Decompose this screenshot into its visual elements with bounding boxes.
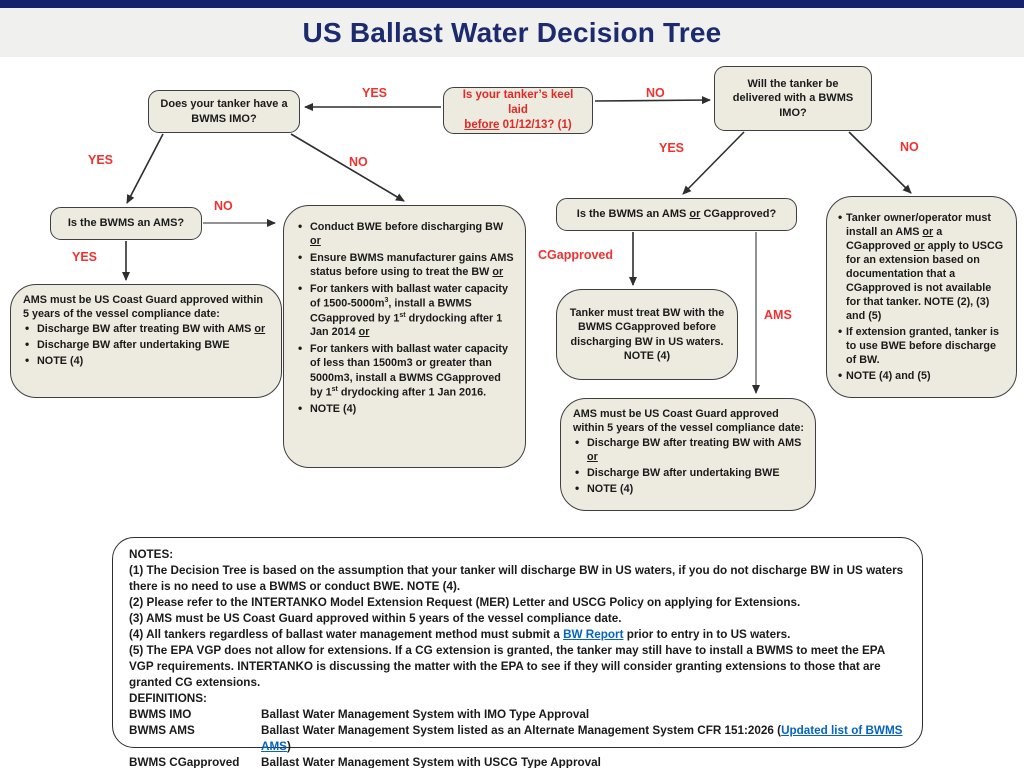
edge-label-qright-yes: YES	[659, 141, 685, 155]
node-result-treat-bw-cgapproved	[556, 289, 738, 380]
node-text: Tanker must treat BW with the BWMS CGapproved before discharging BW in US waters. NOTE (4)	[569, 307, 725, 362]
note-item-3: (3) AMS must be US Coast Guard approved within 5 years of the vessel compliance date.	[129, 612, 622, 626]
edge-label-keel-no: NO	[646, 86, 665, 100]
node-question-has-bwms-imo	[148, 90, 300, 133]
bullet-item: • If extension granted, tanker is to use BWE before discharge of BW.	[836, 325, 1008, 367]
notes-heading: NOTES:	[129, 548, 174, 561]
edge-label-ams-no: NO	[214, 199, 233, 213]
bullet-item: • NOTE (4)	[23, 354, 271, 368]
definition-desc: Ballast Water Management System with IMO Type Approval	[261, 708, 590, 722]
definition-term: BWMS IMO	[129, 708, 192, 722]
definition-desc: Ballast Water Management System with USCG Type Approval	[261, 756, 601, 768]
edge-label-ams-branch: AMS	[764, 308, 792, 322]
connector-keel-no	[595, 100, 710, 101]
connector-qright-yes	[683, 132, 744, 194]
definition-row-bwms-cgapproved	[129, 755, 906, 768]
edge-label-cgapproved: CGapproved	[538, 248, 614, 262]
edge-label-keel-yes: YES	[362, 86, 388, 100]
bullet-item: • NOTE (4)	[573, 482, 805, 496]
bullet-item: • Discharge BW after undertaking BWE	[23, 338, 271, 352]
hyperlink[interactable]: Updated list of BWMS AMS	[261, 724, 903, 754]
node-result-no-bwms-options	[283, 205, 526, 468]
node-text: Does your tanker have a BWMS IMO?	[160, 98, 288, 125]
notes-box	[112, 537, 923, 768]
note-item-1: (1) The Decision Tree is based on the assumption that your tanker will discharge BW in US waters, if you do not discharge BW in US waters there is no need to use a BWMS or conduct BWE. NOTE (4).	[129, 564, 904, 594]
bullet-item: • NOTE (4) and (5)	[836, 369, 1008, 383]
node-question-ams-or-cgapproved	[556, 198, 797, 231]
connector-qleft-yes	[127, 134, 163, 203]
definition-term: BWMS AMS	[129, 724, 195, 738]
definitions-heading: DEFINITIONS:	[129, 692, 207, 706]
node-text: Is the BWMS an AMS?	[67, 217, 185, 230]
bullet-item: • Conduct BWE before discharging BW or	[296, 220, 515, 248]
connector-qleft-no	[291, 134, 404, 201]
node-text: Will the tanker be delivered with a BWMS IMO?	[732, 78, 854, 119]
hyperlink[interactable]: BW Report	[563, 628, 624, 642]
node-question-is-bwms-ams	[50, 207, 202, 240]
bullet-item: • For tankers with ballast water capacity of less than 1500m3 or greater than 5000m3, install a BWMS CGapproved by 1st drydocking after 1 Jan 2016.	[296, 342, 515, 399]
node-result-ams-coast-guard-right	[560, 398, 816, 511]
bullet-item: • Ensure BWMS manufacturer gains AMS status before using to treat the BW or	[296, 251, 515, 279]
node-text: Is the BWMS an AMS or CGapproved?	[576, 208, 777, 221]
page-title: US Ballast Water Decision Tree	[302, 16, 722, 48]
edge-label-qleft-yes: YES	[88, 153, 114, 167]
bullet-item: • For tankers with ballast water capacity of $1500-5000m^3$, install a BWMS CGapproved by 1st drydocking after 1 Jan 2014 or	[296, 282, 515, 339]
definition-desc: Ballast Water Management System listed as an Alternate Management System CFR 151:2026 (Updated list of BWMS AMS)	[261, 724, 903, 754]
note-item-2: (2) Please refer to the INTERTANKO Model Extension Request (MER) Letter and USCG Policy on applying for Extensions.	[129, 596, 801, 610]
node-intro: AMS must be US Coast Guard approved within 5 years of the vessel compliance date:	[573, 408, 805, 435]
node-question-delivered-with-bwms-imo	[714, 66, 872, 131]
bullet-item: • Discharge BW after treating BW with AMS or	[573, 436, 805, 464]
node-intro: AMS must be US Coast Guard approved within 5 years of the vessel compliance date:	[23, 294, 263, 321]
node-result-install-or-extension	[826, 196, 1017, 398]
bullet-item: • Tanker owner/operator must install an AMS or a CGapproved or apply to USCG for an extension based on documentation that a CGapproved is not available for that tanker. NOTE (2), (3) and (5)	[836, 211, 1008, 323]
edge-label-qright-no: NO	[900, 140, 919, 154]
bullet-item: • NOTE (4)	[296, 402, 515, 416]
edge-label-ams-yes: YES	[72, 250, 98, 264]
node-question-keel-laid	[443, 87, 593, 134]
bullet-item: • Discharge BW after treating BW with AMS or	[23, 322, 271, 336]
note-item-5: (5) The EPA VGP does not allow for extensions. If a CG extension is granted, the tanker may still have to install a BWMS to meet the EPA VGP requirements. INTERTANKO is discussing the matter with the EPA to see if they will consider granting extensions to those that are granted CG extensions.	[129, 644, 885, 690]
definition-term: BWMS CGapproved	[129, 756, 240, 768]
edge-label-qleft-no: NO	[349, 155, 368, 169]
bullet-item: • Discharge BW after undertaking BWE	[573, 466, 805, 480]
definition-row-bwms-imo	[129, 707, 906, 723]
node-text: Is your tanker’s keel laid before 01/12/13? (1)	[462, 89, 574, 131]
note-item-4: (4) All tankers regardless of ballast water management method must submit a BW Report prior to entry in to US waters.	[129, 628, 791, 642]
definition-row-bwms-ams	[129, 723, 906, 755]
node-result-ams-coast-guard-left	[10, 284, 282, 398]
